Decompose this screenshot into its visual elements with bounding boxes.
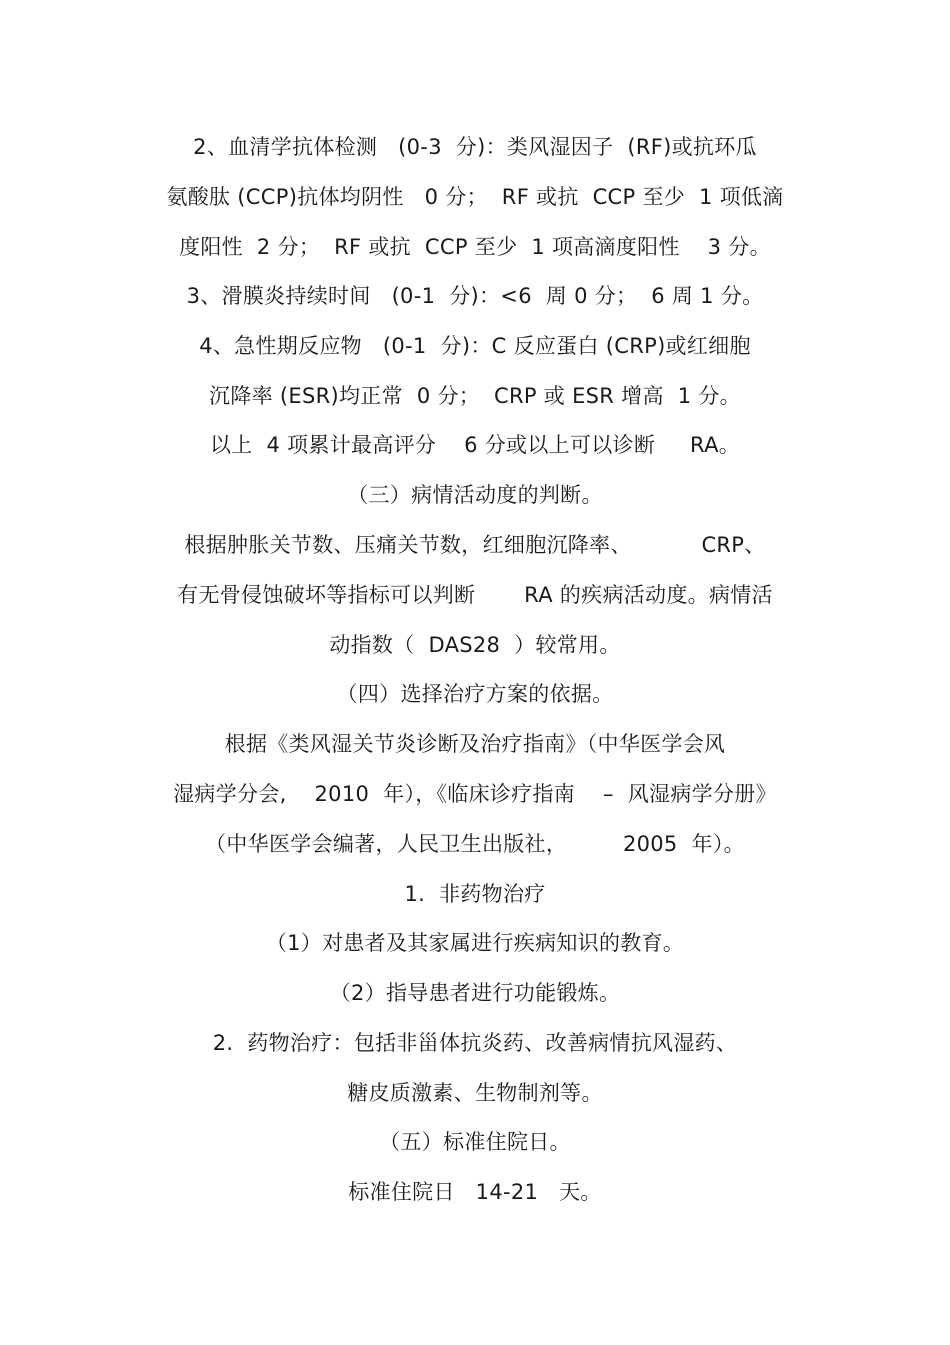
text-line-1: 2、血清学抗体检测 (0-3 分)：类风湿因子 (RF)或抗环瓜 xyxy=(193,135,757,159)
section-heading-5: （五）标准住院日。 xyxy=(379,1130,571,1154)
text-line-20: 糖皮质激素、生物制剂等。 xyxy=(347,1081,603,1105)
text-line-19: 2. 药物治疗：包括非甾体抗炎药、改善病情抗风湿药、 xyxy=(212,1031,738,1055)
text-line-2: 氨酸肽 (CCP)抗体均阴性 0 分； RF 或抗 CCP 至少 1 项低滴 xyxy=(166,185,784,209)
text-line-14: 湿病学分会, 2010 年），《临床诊疗指南 – 风湿病学分册》 xyxy=(173,782,777,806)
section-heading-3: （三）病情活动度的判断。 xyxy=(347,483,603,507)
text-line-6: 沉降率 (ESR)均正常 0 分； CRP 或 ESR 增高 1 分。 xyxy=(209,384,741,408)
text-line-5: 4、急性期反应物 (0-1 分)：C 反应蛋白 (CRP)或红细胞 xyxy=(199,334,751,358)
subheading-non-drug: 1. 非药物治疗 xyxy=(404,882,546,906)
section-heading-4: （四）选择治疗方案的依据。 xyxy=(336,682,614,706)
text-line-22: 标准住院日 14-21 天。 xyxy=(348,1180,602,1204)
text-line-15: （中华医学会编著，人民卫生出版社， 2005 年）。 xyxy=(205,832,745,856)
text-line-18: （2）指导患者进行功能锻炼。 xyxy=(329,981,621,1005)
text-line-13: 根据《类风湿关节炎诊断及治疗指南》（中华医学会风 xyxy=(224,732,726,756)
text-line-11: 动指数（ DAS28 ）较常用。 xyxy=(329,633,621,657)
text-line-4: 3、滑膜炎持续时间 (0-1 分)：<6 周 0 分； 6 周 1 分。 xyxy=(186,284,764,308)
text-line-9: 根据肿胀关节数、压痛关节数，红细胞沉降率、 CRP、 xyxy=(184,533,766,557)
text-line-3: 度阳性 2 分； RF 或抗 CCP 至少 1 项高滴度阳性 3 分。 xyxy=(179,235,771,259)
text-line-17: （1）对患者及其家属进行疾病知识的教育。 xyxy=(265,931,685,955)
text-line-7: 以上 4 项累计最高评分 6 分或以上可以诊断 RA。 xyxy=(209,433,741,457)
text-line-10: 有无骨侵蚀破坏等指标可以判断 RA 的疾病活动度。病情活 xyxy=(177,583,773,607)
